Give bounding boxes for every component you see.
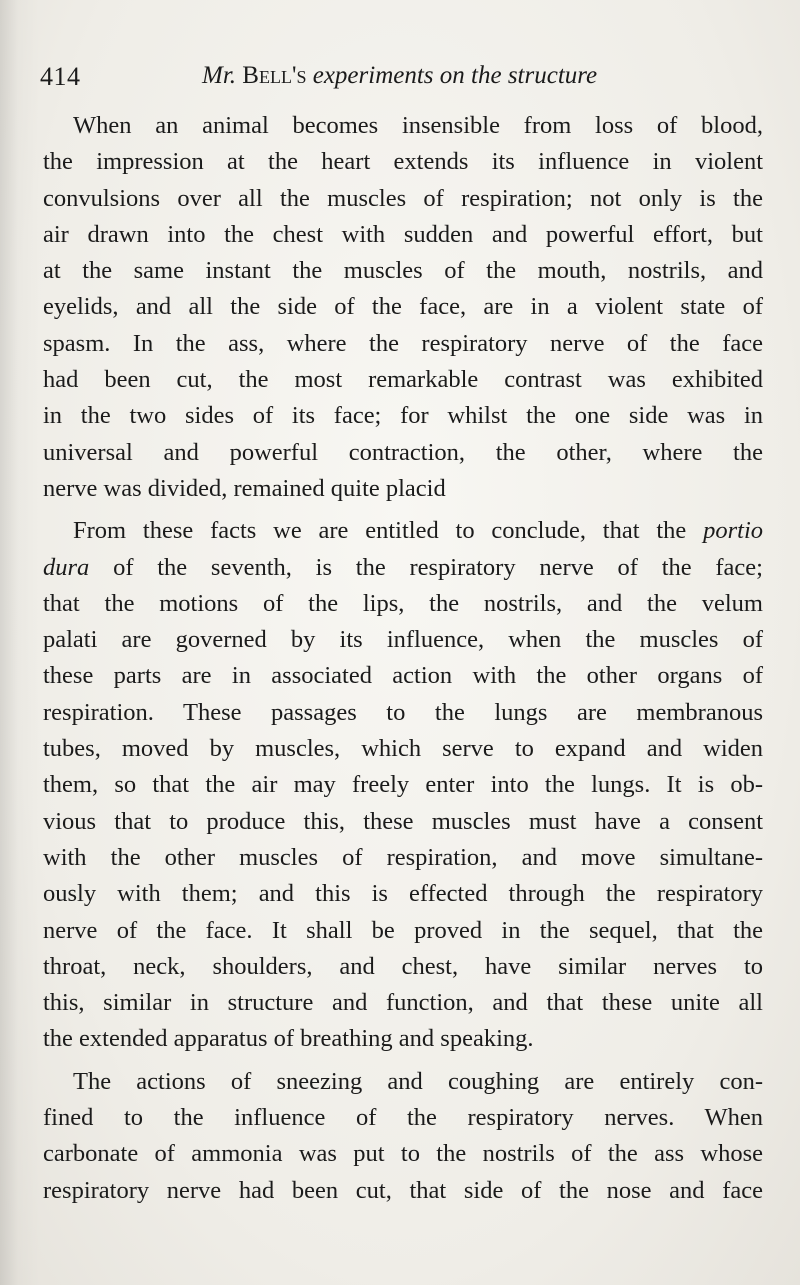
running-head-name: Bell's [242, 62, 307, 89]
text-line: spasm. In the ass, where the respiratory nerve of the face [43, 329, 763, 357]
text-line: universal and powerful contraction, the other, where the [43, 438, 763, 466]
text-line: nerve was divided, remained quite placid [43, 474, 446, 502]
text-line: When an animal becomes insensible from loss of blood, [73, 112, 763, 139]
text-line: ously with them; and this is effected through the respiratory [43, 880, 763, 908]
running-head-prefix: Mr. [202, 62, 237, 89]
italic-term: portio [703, 517, 764, 545]
text-line [43, 550, 763, 586]
text-line: fined to the influence of the respiratory nerves. When [43, 1104, 763, 1132]
text-line: eyelids, and all the side of the face, are in a violent state of [43, 293, 763, 321]
text-line: throat, neck, shoulders, and chest, have similar nerves to [43, 952, 763, 980]
text-line: had been cut, the most remarkable contrast was exhibited [43, 366, 763, 394]
text-line: vious that to produce this, these muscles must have a consent [43, 807, 763, 835]
text-line: carbonate of ammonia was put to the nostrils of the ass whose [43, 1140, 763, 1168]
text-line: with the other muscles of respiration, and move simultane- [43, 843, 763, 871]
italic-term: dura [43, 553, 90, 581]
text-line: that the motions of the lips, the nostrils, and the velum [43, 589, 763, 617]
text-line: air drawn into the chest with sudden and powerful effort, but [43, 220, 763, 248]
text-line: these parts are in associated action with the other organs of [43, 662, 763, 690]
text-line: respiration. These passages to the lungs are membranous [43, 698, 763, 726]
text-line: this, similar in structure and function, and that these unite all [43, 989, 763, 1017]
text-run: of the seventh, is the respiratory nerve of the face; [113, 553, 763, 581]
text-line [43, 513, 763, 549]
text-line: The actions of sneezing and coughing are entirely con- [73, 1067, 763, 1095]
paragraph [43, 1064, 763, 1209]
page-header [40, 62, 645, 98]
text-line: convulsions over all the muscles of respiration; not only is the [43, 184, 763, 212]
running-head-suffix: experiments on the structure [312, 62, 598, 89]
text-line: at the same instant the muscles of the mouth, nostrils, and [43, 257, 763, 285]
text-line: the impression at the heart extends its influence in violent [43, 148, 763, 176]
text-line: tubes, moved by muscles, which serve to expand and widen [43, 735, 763, 763]
page-number: 414 [40, 62, 81, 91]
text-line: them, so that the air may freely enter into the lungs. It is ob- [43, 771, 763, 799]
paragraph [43, 513, 763, 1057]
text-line: in the two sides of its face; for whilst the one side was in [43, 402, 763, 430]
text-line: palati are governed by its influence, when the muscles of [43, 626, 763, 654]
text-line: the extended apparatus of breathing and speaking. [43, 1025, 534, 1053]
body-text [43, 108, 763, 1209]
text-run: From these facts we are entitled to conclude, that the [73, 517, 687, 545]
text-line: nerve of the face. It shall be proved in the sequel, that the [43, 916, 763, 944]
text-line: respiratory nerve had been cut, that side of the nose and face [43, 1176, 763, 1204]
paragraph [43, 108, 763, 507]
running-head [202, 62, 597, 90]
